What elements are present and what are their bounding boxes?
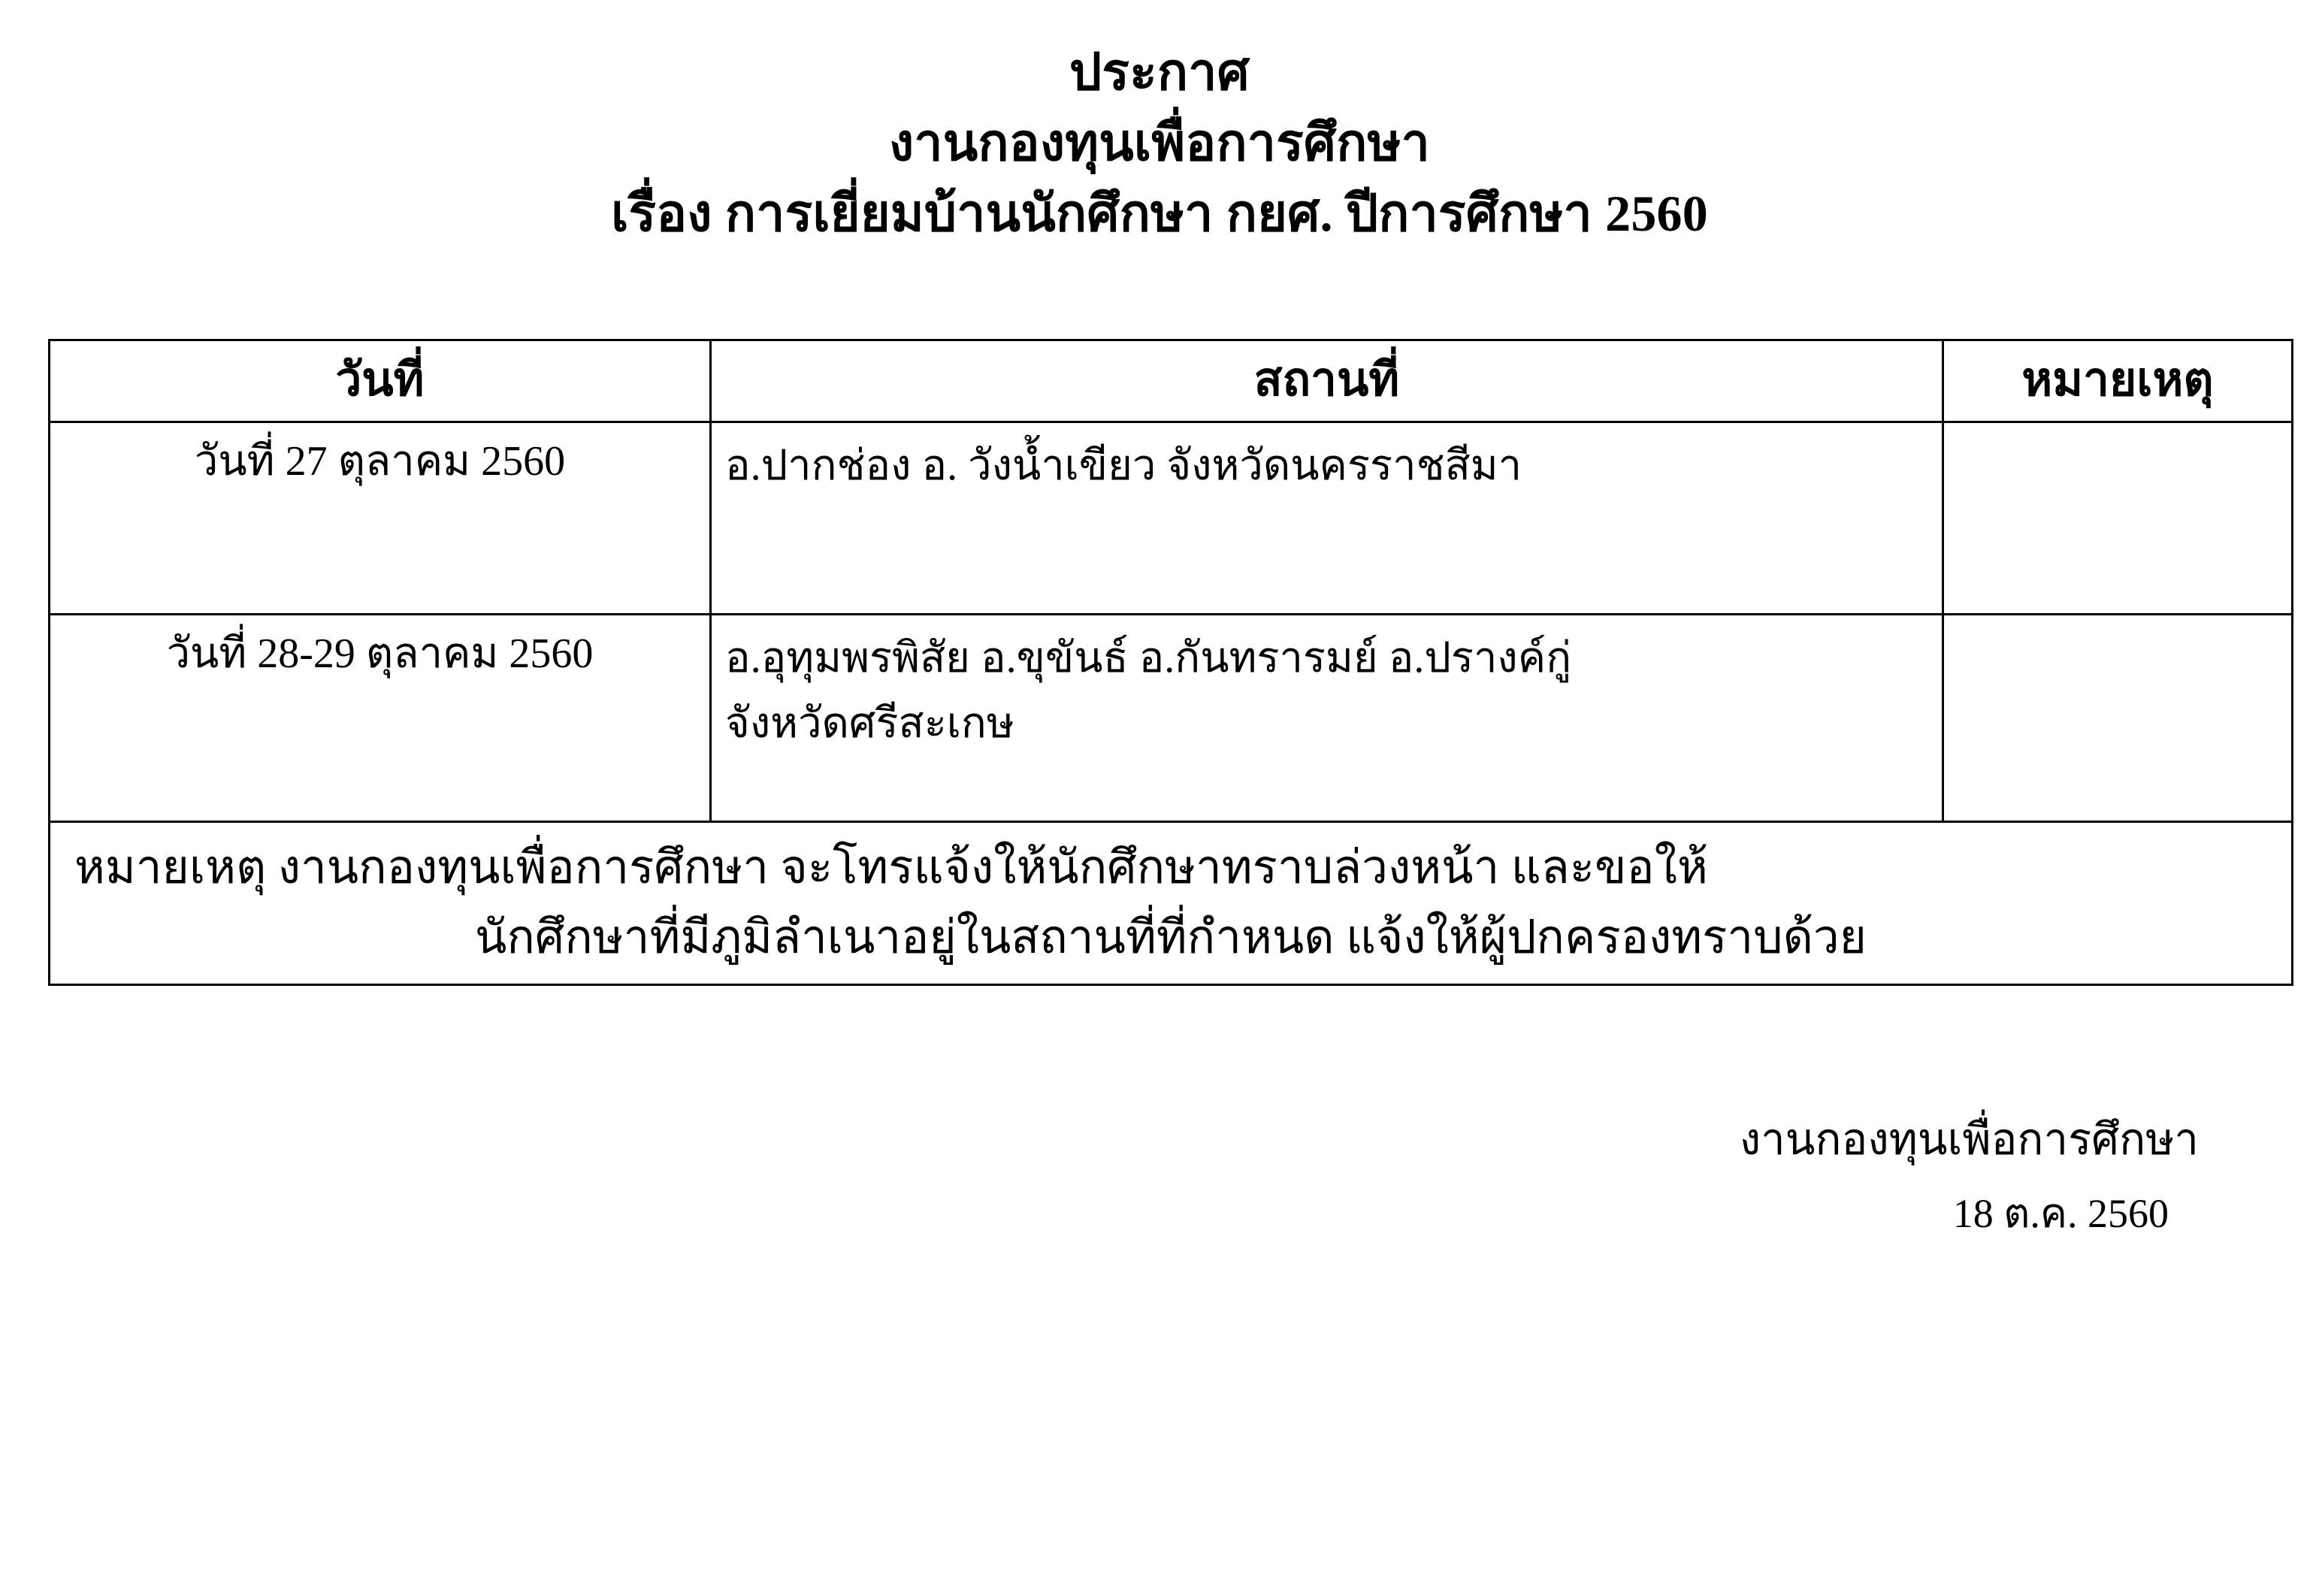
page-title: ประกาศ xyxy=(1069,44,1250,101)
page-subtitle: งานกองทุนเพื่อการศึกษา xyxy=(888,113,1431,171)
document-title-block xyxy=(45,38,2274,249)
column-header-date: วันที่ xyxy=(50,340,711,422)
table-row xyxy=(50,422,2293,614)
page-subject: เรื่อง การเยี่ยมบ้านนักศึกษา กยศ. ปีการศึกษา 2560 xyxy=(611,184,1708,242)
cell-place-line: จังหวัดศรีสะเกษ xyxy=(725,700,1014,747)
cell-place xyxy=(711,614,1943,821)
cell-place-line: อ.อุทุมพรพิสัย อ.ขุขันธ์ อ.กันทรารมย์ อ.ปรางค์กู่ xyxy=(725,634,1572,682)
column-header-place: สถานที่ xyxy=(711,340,1943,422)
cell-place-line: อ.ปากช่อง อ. วังน้ำเขียว จังหวัดนครราชสีมา xyxy=(725,442,1522,489)
table-row xyxy=(50,614,2293,821)
table-header-row xyxy=(50,340,2293,422)
signature-date: 18 ต.ค. 2560 xyxy=(1952,1191,2169,1237)
column-header-note: หมายเหตุ xyxy=(1943,340,2293,422)
schedule-table-wrapper xyxy=(45,339,2274,986)
schedule-table xyxy=(48,339,2293,986)
cell-place xyxy=(711,422,1943,614)
cell-note xyxy=(1943,422,2293,614)
signature-org: งานกองทุนเพื่อการศึกษา xyxy=(1739,1114,2199,1164)
table-footer-row xyxy=(50,821,2293,984)
cell-date: วันที่ 28-29 ตุลาคม 2560 xyxy=(50,614,711,821)
signature-block xyxy=(45,1099,2274,1247)
footer-note-line: หมายเหตุ งานกองทุนเพื่อการศึกษา จะโทรแจ้งให้นักศึกษาทราบล่วงหน้า และขอให้ xyxy=(74,842,1708,893)
footer-note-line: นักศึกษาที่มีภูมิลำเนาอยู่ในสถานที่ที่กำหนด แจ้งให้ผู้ปกครองทราบด้วย xyxy=(474,911,1867,963)
footer-note xyxy=(50,821,2293,984)
cell-date: วันที่ 27 ตุลาคม 2560 xyxy=(50,422,711,614)
cell-note xyxy=(1943,614,2293,821)
